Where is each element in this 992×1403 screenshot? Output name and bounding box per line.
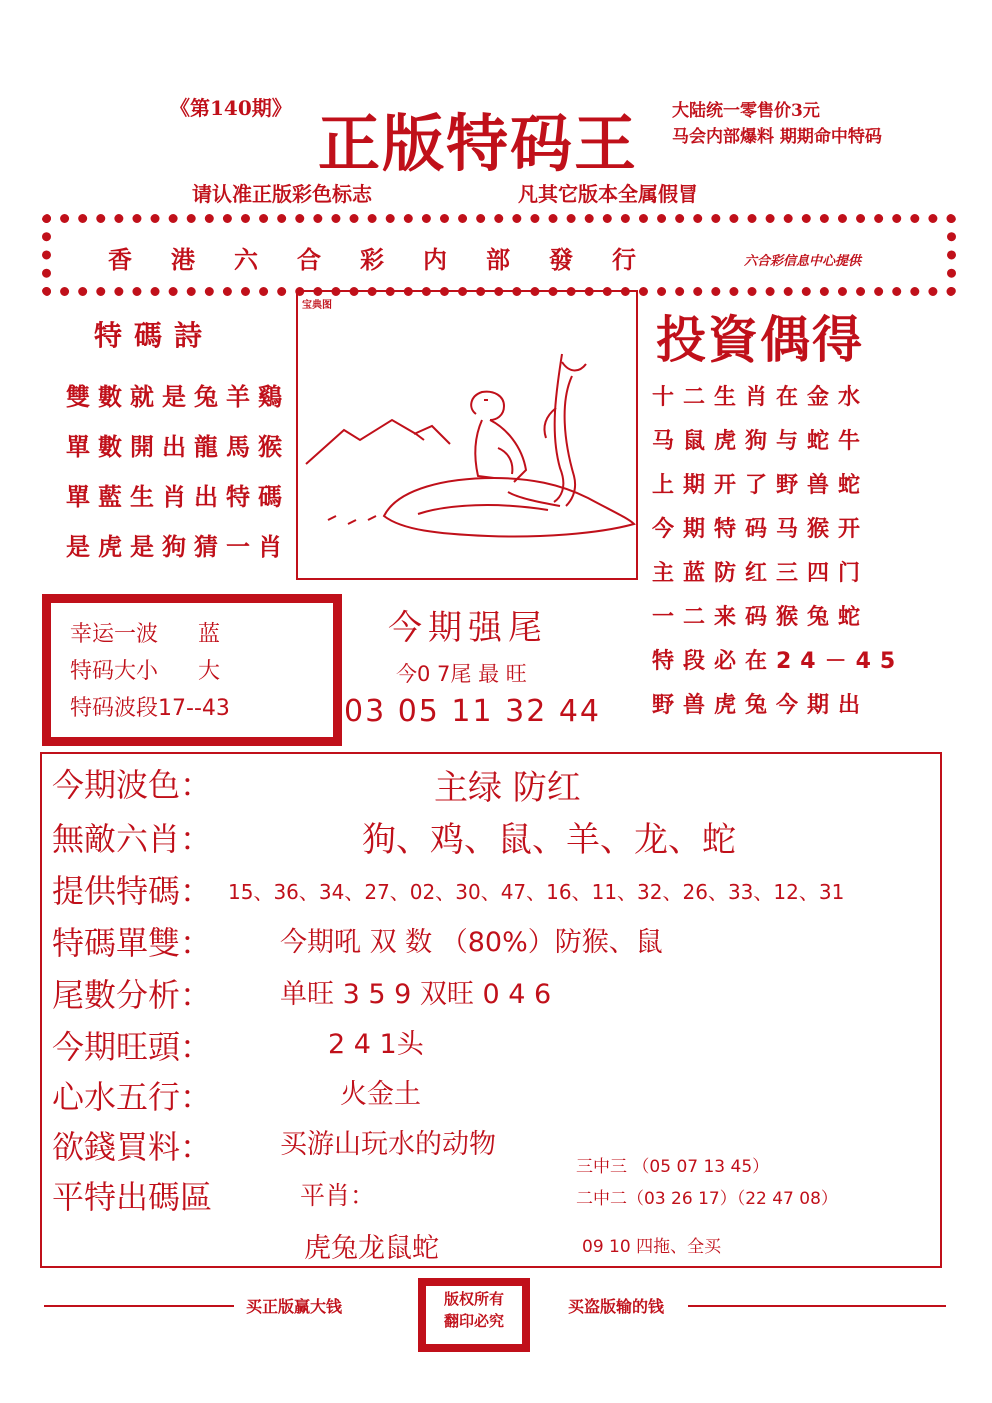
price-info xyxy=(672,98,882,150)
invest-line: 今期特码马猴开 xyxy=(652,517,870,542)
wave-value: 主绿 防红 xyxy=(434,768,581,808)
invest-lines xyxy=(652,376,904,728)
picture-label: 宝典图 xyxy=(302,300,332,311)
luck-list xyxy=(70,616,230,727)
strong-tail-numbers: 03 05 11 32 44 xyxy=(344,694,602,729)
strong-tail-title: 今期强尾 xyxy=(388,608,548,648)
invest-line: 野兽虎兔今期出 xyxy=(652,693,870,718)
luck-value: 大 xyxy=(198,659,221,684)
ping-label: 平特出碼區 xyxy=(52,1178,213,1216)
poem-line: 雙數就是兔羊鷄 xyxy=(66,383,290,411)
buy-value: 买游山玩水的动物 xyxy=(280,1129,496,1160)
luck-value: 蓝 xyxy=(198,622,221,647)
banner-small-text: 六合彩信息中心提供 xyxy=(744,254,862,269)
five-elements-label: 心水五行： xyxy=(52,1078,213,1116)
copyright-line-2: 翻印必究 xyxy=(443,1312,504,1330)
poem-line: 單藍生肖出特碼 xyxy=(66,483,290,511)
invest-line: 一二来码猴兔蛇 xyxy=(652,605,870,630)
invest-line: 上期开了野兽蛇 xyxy=(652,473,870,498)
codes-value: 15、36、34、27、02、30、47、16、11、32、26、33、12、31 xyxy=(228,880,845,904)
head-label: 今期旺頭： xyxy=(52,1028,213,1066)
page-title: 正版特码王 xyxy=(318,107,639,180)
copyright-box xyxy=(418,1278,530,1352)
luck-label: 特码大小 xyxy=(70,659,159,684)
banner-main-text: 香港六合彩内部發行 xyxy=(108,245,675,274)
footer-right-text: 买盗版输的钱 xyxy=(568,1297,665,1316)
footer-rule-left xyxy=(44,1305,234,1307)
luck-value: 17--43 xyxy=(158,696,230,721)
footer-left-text: 买正版赢大钱 xyxy=(246,1297,343,1316)
price-line-1: 大陆统一零售价3元 xyxy=(672,101,820,121)
invest-line: 马鼠虎狗与蛇牛 xyxy=(652,429,870,454)
bear-on-rock-illustration xyxy=(298,292,636,578)
poem-lines xyxy=(66,372,290,572)
poem-line: 是虎是狗猜一肖 xyxy=(66,533,290,561)
price-line-2: 马会内部爆料 期期命中特码 xyxy=(672,127,882,147)
head-value: 2 4 1头 xyxy=(328,1029,424,1060)
luck-label: 幸运一波 xyxy=(70,622,159,647)
wave-label: 今期波色： xyxy=(52,766,213,804)
notice-right: 凡其它版本全属假冒 xyxy=(518,182,698,206)
ping-value: 虎兔龙鼠蛇 xyxy=(304,1233,439,1264)
combo-two: 二中二（03 26 17）（22 47 08） xyxy=(576,1189,838,1209)
combo-three: 三中三 （05 07 13 45） xyxy=(576,1157,770,1177)
poem-title: 特碼詩 xyxy=(94,319,215,352)
odd-even-label: 特碼單雙： xyxy=(52,924,213,962)
buy-label: 欲錢買料： xyxy=(52,1128,213,1166)
invest-line: 十二生肖在金水 xyxy=(652,385,870,410)
invest-title: 投資偶得 xyxy=(656,310,864,369)
six-zodiac-value: 狗、鸡、鼠、羊、龙、蛇 xyxy=(362,820,736,860)
strong-tail-sub: 今0 7尾 最 旺 xyxy=(396,662,527,686)
ping-sub-label: 平肖： xyxy=(300,1181,376,1210)
combo-drag: 09 10 四拖、全买 xyxy=(582,1237,722,1257)
six-zodiac-label: 無敵六肖： xyxy=(52,820,213,858)
poem-line: 單數開出龍馬猴 xyxy=(66,433,290,461)
tail-label: 尾數分析： xyxy=(52,976,213,1014)
copyright-line-1: 版权所有 xyxy=(443,1290,504,1308)
invest-line: 主蓝防红三四门 xyxy=(652,561,870,586)
codes-label: 提供特碼： xyxy=(52,872,213,910)
luck-label: 特码波段 xyxy=(70,696,159,721)
issue-number: 《第140期》 xyxy=(170,96,292,120)
footer-rule-right xyxy=(688,1305,946,1307)
riddle-picture xyxy=(296,290,638,580)
tail-value: 单旺 3 5 9 双旺 0 4 6 xyxy=(280,979,552,1010)
invest-line: 特段必在24－45 xyxy=(652,649,905,674)
odd-even-value: 今期吼 双 数 （80%）防猴、鼠 xyxy=(280,927,663,958)
notice-left: 请认准正版彩色标志 xyxy=(192,182,372,206)
five-elements-value: 火金土 xyxy=(340,1079,421,1110)
